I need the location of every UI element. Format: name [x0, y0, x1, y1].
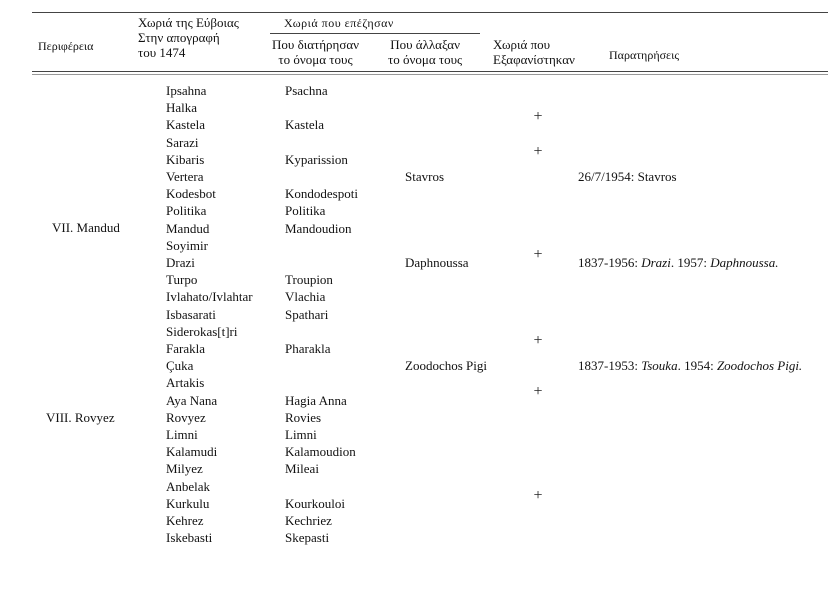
village-1474: Limni: [166, 427, 198, 442]
village-1474: Turpo: [166, 272, 198, 287]
remark: 26/7/1954: Stavros: [578, 169, 677, 184]
village-1474: Aya Nana: [166, 393, 218, 408]
vanished-plus-icon: +: [533, 108, 543, 125]
village-1474: Kibaris: [166, 152, 205, 167]
vanished-plus-icon: +: [533, 332, 543, 349]
village-kept-name: Hagia Anna: [285, 393, 347, 408]
village-1474: Politika: [166, 203, 207, 218]
village-1474: Çuka: [166, 358, 194, 373]
header-region: Περιφέρεια: [38, 39, 94, 53]
header-villages-1474-line1: Χωριά της Εύβοιας: [138, 15, 239, 30]
village-kept-name: Kyparission: [285, 152, 348, 167]
village-kept-name: Limni: [285, 427, 317, 442]
header-kept-name-line1: Που διατήρησαν: [272, 37, 360, 52]
village-kept-name: Vlachia: [285, 289, 326, 304]
village-1474: Sarazi: [166, 135, 199, 150]
village-1474: Ivlahato/Ivlahtar: [166, 289, 253, 304]
header-kept-name-line2: το όνομα τους: [278, 52, 353, 67]
village-kept-name: Spathari: [285, 307, 329, 322]
village-1474: Mandud: [166, 221, 210, 236]
region-label-rovyez: VIII. Rovyez: [46, 410, 115, 425]
village-1474: Siderokas[t]ri: [166, 324, 238, 339]
remark: [578, 357, 802, 374]
village-kept-name: Kechriez: [285, 513, 332, 528]
village-1474: Kodesbot: [166, 186, 216, 201]
village-kept-name: Kondodespoti: [285, 186, 358, 201]
header-vanished-line1: Χωριά που: [493, 37, 551, 52]
header-villages-1474: [138, 15, 239, 60]
village-1474: Milyez: [166, 461, 203, 476]
village-1474: Vertera: [166, 169, 204, 184]
remark-part: . 1954:: [677, 358, 717, 373]
vanished-plus-icon: +: [533, 383, 543, 400]
village-1474: Soyimir: [166, 238, 208, 253]
village-1474: Rovyez: [166, 410, 206, 425]
header-top-rule: [32, 12, 828, 13]
header-survived-rule: [270, 33, 480, 34]
header-vanished-line2: Εξαφανίστηκαν: [493, 52, 575, 67]
village-kept-name: Kastela: [285, 117, 324, 132]
village-1474: Anbelak: [166, 479, 211, 494]
village-1474: Drazi: [166, 255, 195, 270]
header-remarks: Παρατηρήσεις: [609, 48, 680, 62]
village-changed-name: Zoodochos Pigi: [405, 358, 487, 373]
village-kept-name: Kalamoudion: [285, 444, 356, 459]
vanished-plus-icon: +: [533, 487, 543, 504]
village-kept-name: Politika: [285, 203, 326, 218]
header-changed-name: [388, 37, 462, 67]
village-kept-name: Rovies: [285, 410, 322, 425]
remark-part: Zoodochos Pigi.: [716, 358, 803, 373]
vanished-plus-icon: +: [533, 143, 543, 160]
header-changed-name-line2: το όνομα τους: [388, 52, 463, 67]
header-survived: Χωριά που επέζησαν: [284, 16, 394, 30]
village-1474: Kalamudi: [166, 444, 218, 459]
village-kept-name: Mandoudion: [285, 221, 352, 236]
header-villages-1474-line3: του 1474: [138, 45, 186, 60]
remark: [578, 254, 778, 271]
village-1474: Isbasarati: [166, 307, 216, 322]
village-1474: Iskebasti: [166, 530, 213, 545]
village-1474: Artakis: [166, 375, 205, 390]
remark-part: . 1957:: [670, 255, 711, 270]
village-1474: Kehrez: [166, 513, 204, 528]
header-vanished: [493, 37, 575, 67]
vanished-plus-icon: +: [533, 246, 543, 263]
header-kept-name: [272, 37, 359, 67]
header-bottom-rule: [32, 71, 828, 72]
village-kept-name: Psachna: [285, 83, 328, 98]
village-kept-name: Mileai: [285, 461, 319, 476]
remark-part: Drazi: [641, 255, 671, 270]
remark-part: Tsouka: [641, 358, 678, 373]
header-bottom-rule-2: [32, 74, 828, 75]
village-kept-name: Pharakla: [285, 341, 331, 356]
region-label-mandud: VII. Mandud: [52, 220, 120, 235]
village-kept-name: Skepasti: [285, 530, 330, 545]
village-changed-name: Daphnoussa: [405, 255, 469, 270]
village-1474: Halka: [166, 100, 198, 115]
village-1474: Kurkulu: [166, 496, 210, 511]
remark-part: 1837-1953:: [578, 358, 642, 373]
village-changed-name: Stavros: [405, 169, 444, 184]
remark-part: 1837-1956:: [578, 255, 642, 270]
header-villages-1474-line2: Στην απογραφή: [138, 30, 220, 45]
village-1474: Farakla: [166, 341, 205, 356]
village-1474: Ipsahna: [166, 83, 207, 98]
village-kept-name: Troupion: [285, 272, 333, 287]
header-changed-name-line1: Που άλλαξαν: [390, 37, 460, 52]
village-1474: Kastela: [166, 117, 205, 132]
village-kept-name: Kourkouloi: [285, 496, 345, 511]
remark-part: Daphnoussa.: [710, 255, 779, 270]
